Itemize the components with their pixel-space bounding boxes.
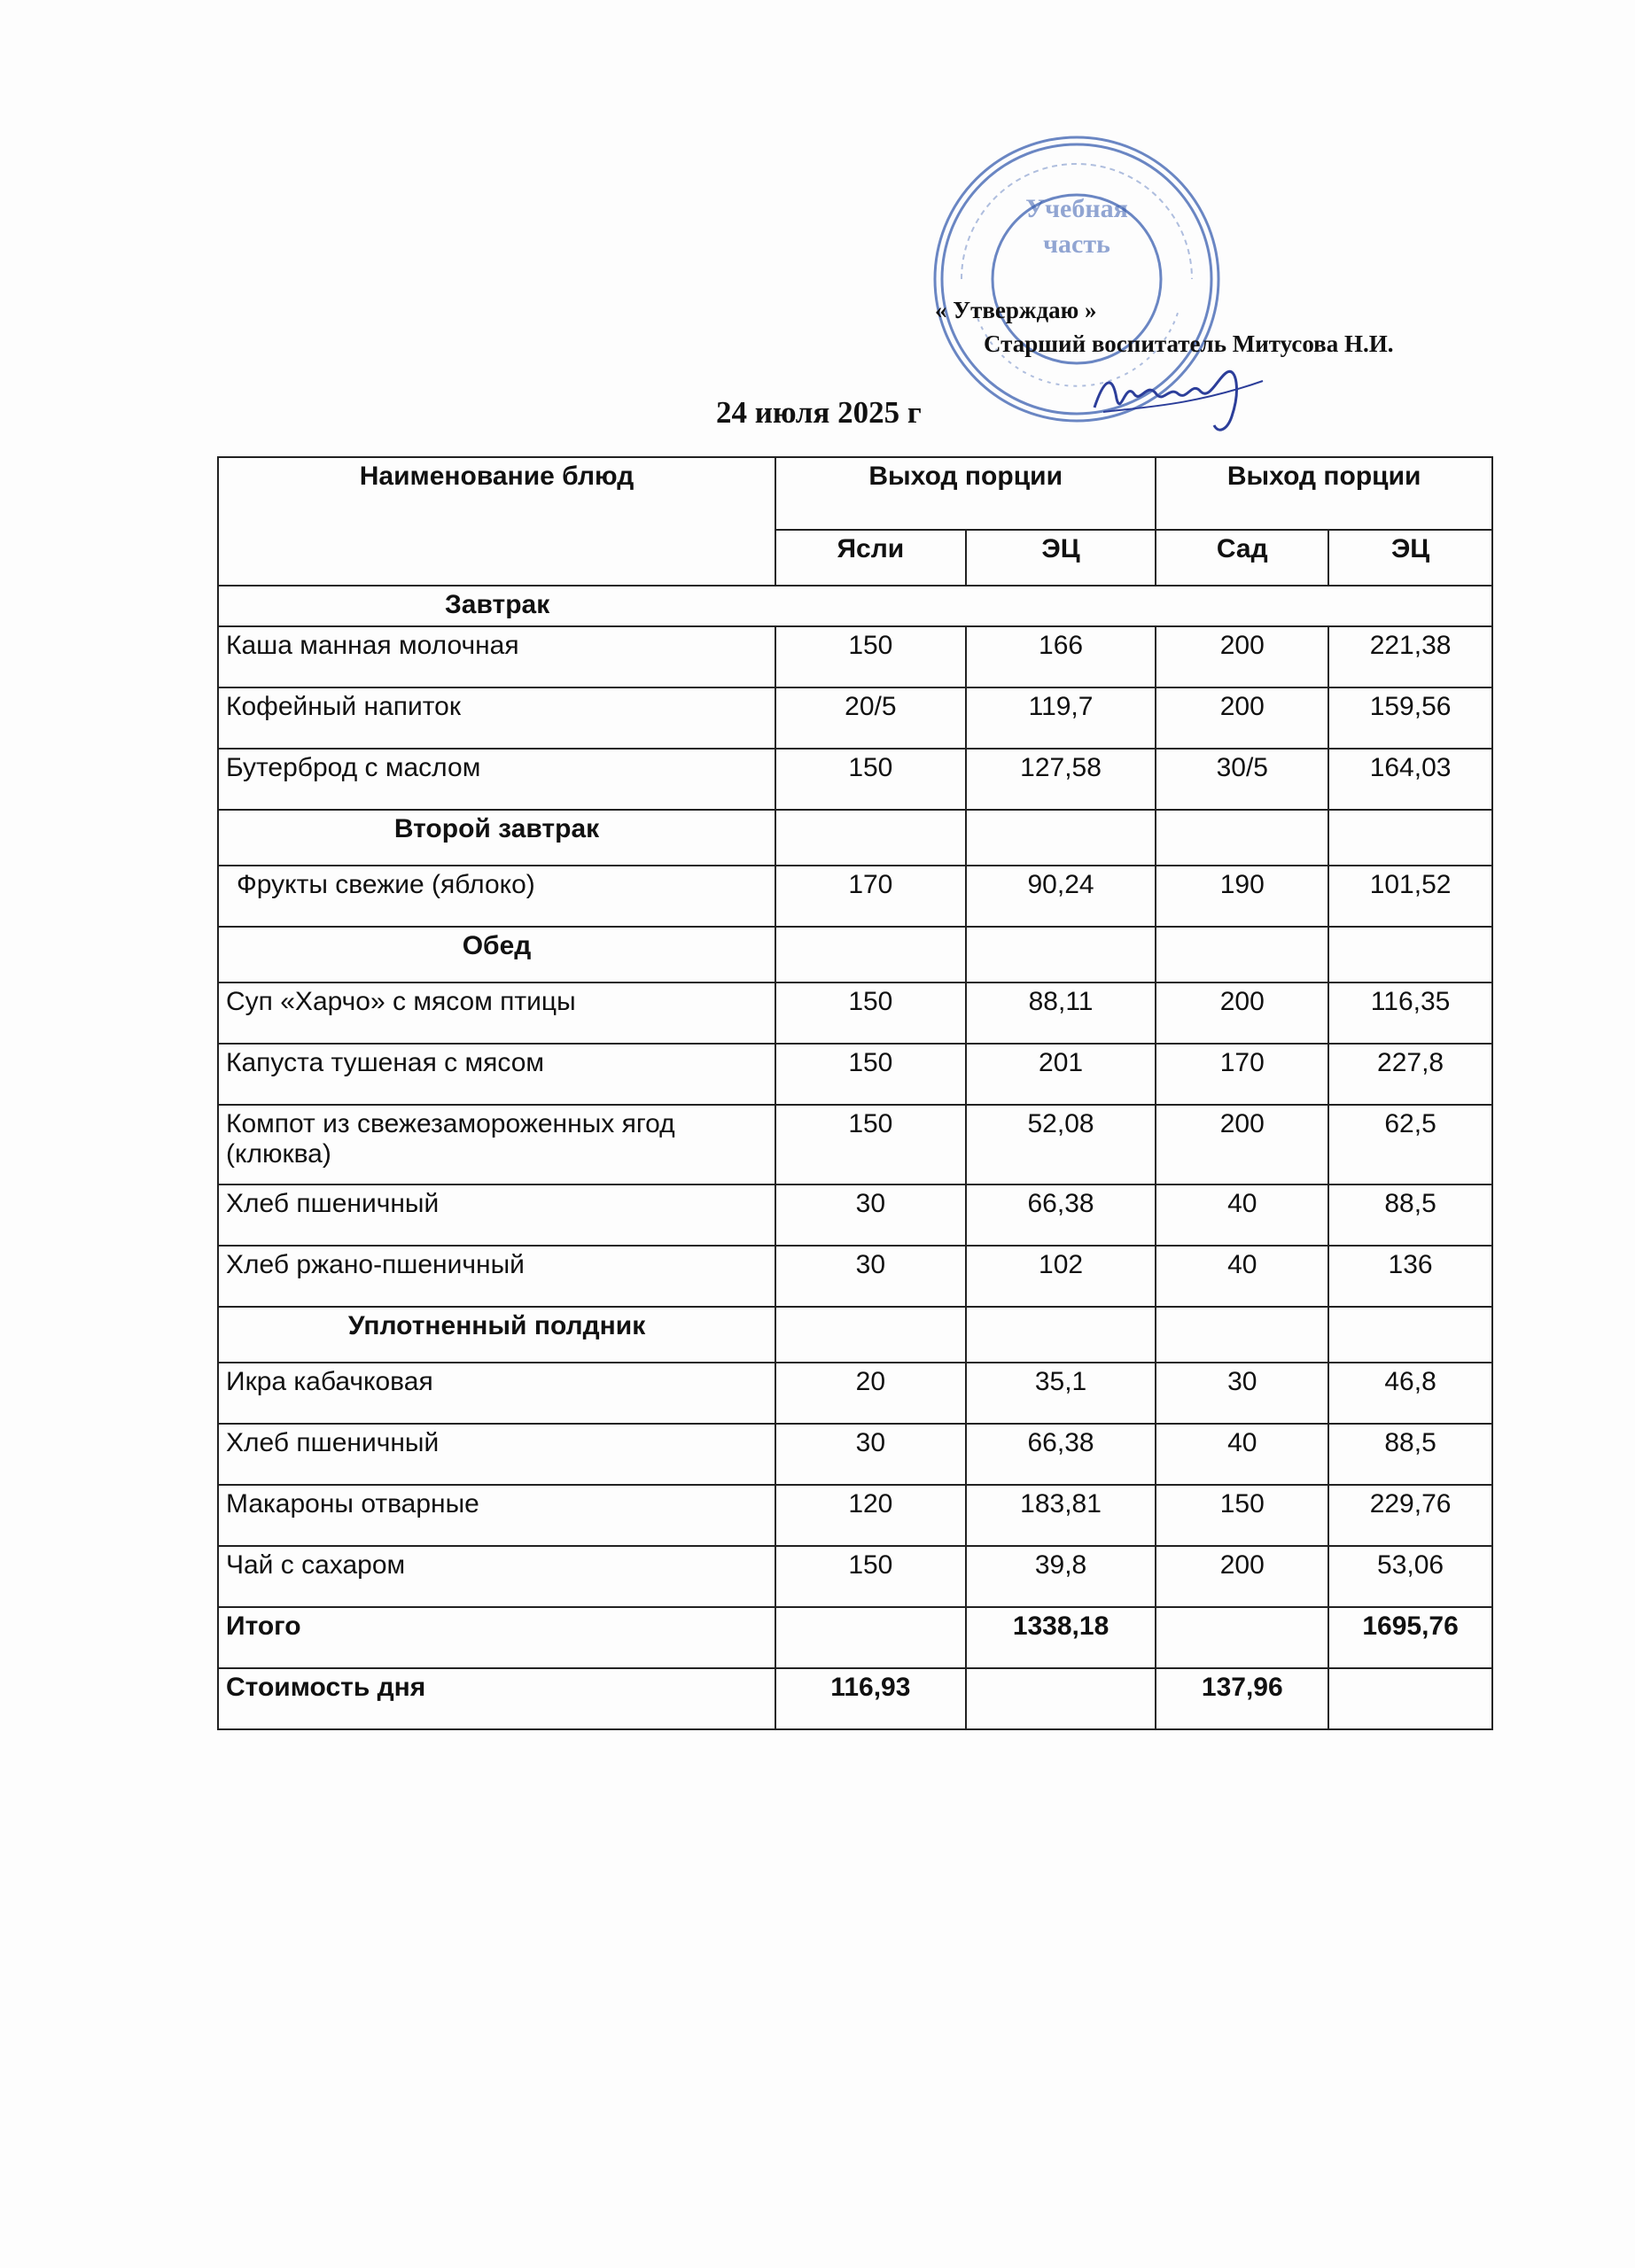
col-header-kindergarten-energy: ЭЦ bbox=[1328, 530, 1492, 586]
cell-value: 200 bbox=[1156, 1105, 1328, 1184]
approver-name: Старший воспитатель Митусова Н.И. bbox=[984, 330, 1394, 357]
section-title: Обед bbox=[218, 927, 775, 983]
cell-value: 40 bbox=[1156, 1424, 1328, 1485]
menu-date: 24 июля 2025 г bbox=[716, 395, 922, 430]
cell-value: 200 bbox=[1156, 626, 1328, 687]
dish-name: Макароны отварные bbox=[218, 1485, 775, 1546]
table-row bbox=[218, 626, 1492, 687]
cell-value: 183,81 bbox=[966, 1485, 1156, 1546]
cell-value: 200 bbox=[1156, 687, 1328, 749]
total-kindergarten-energy: 1695,76 bbox=[1328, 1607, 1492, 1668]
cell-value: 164,03 bbox=[1328, 749, 1492, 810]
total-row bbox=[218, 1607, 1492, 1668]
cell-value: 39,8 bbox=[966, 1546, 1156, 1607]
table-row bbox=[218, 1246, 1492, 1307]
cell-value: 88,5 bbox=[1328, 1424, 1492, 1485]
table-row bbox=[218, 1546, 1492, 1607]
dish-name: Хлеб пшеничный bbox=[218, 1184, 775, 1246]
cell-value: 201 bbox=[966, 1044, 1156, 1105]
approve-label: « Утверждаю » bbox=[935, 297, 1097, 323]
stamp-text-2: часть bbox=[1043, 229, 1110, 259]
table-row bbox=[218, 749, 1492, 810]
dish-name: Хлеб пшеничный bbox=[218, 1424, 775, 1485]
cell-value bbox=[1328, 1668, 1492, 1729]
table-row bbox=[218, 1363, 1492, 1424]
section-row bbox=[218, 927, 1492, 983]
cell-value: 30 bbox=[775, 1184, 966, 1246]
dish-name: Каша манная молочная bbox=[218, 626, 775, 687]
dish-name: Икра кабачковая bbox=[218, 1363, 775, 1424]
cell-value bbox=[775, 1607, 966, 1668]
dish-name: Кофейный напиток bbox=[218, 687, 775, 749]
cell-value: 88,11 bbox=[966, 983, 1156, 1044]
cell-value: 30/5 bbox=[1156, 749, 1328, 810]
cell-value: 150 bbox=[775, 1546, 966, 1607]
cost-kindergarten: 137,96 bbox=[1156, 1668, 1328, 1729]
cell-value: 229,76 bbox=[1328, 1485, 1492, 1546]
total-nursery-energy: 1338,18 bbox=[966, 1607, 1156, 1668]
section-row bbox=[218, 1307, 1492, 1363]
dish-name: Капуста тушеная с мясом bbox=[218, 1044, 775, 1105]
cell-value: 127,58 bbox=[966, 749, 1156, 810]
col-header-nursery-group: Выход порции bbox=[775, 457, 1156, 530]
cell-value: 119,7 bbox=[966, 687, 1156, 749]
cell-value: 88,5 bbox=[1328, 1184, 1492, 1246]
cell-value: 150 bbox=[775, 749, 966, 810]
section-title: Завтрак bbox=[218, 586, 1492, 626]
table-row bbox=[218, 1485, 1492, 1546]
table-row bbox=[218, 1424, 1492, 1485]
cell-value: 150 bbox=[775, 983, 966, 1044]
cell-value: 20 bbox=[775, 1363, 966, 1424]
stamp-text-1: Учебная bbox=[1025, 194, 1128, 223]
menu-table bbox=[217, 456, 1493, 1730]
cell-value: 66,38 bbox=[966, 1184, 1156, 1246]
cell-value: 20/5 bbox=[775, 687, 966, 749]
table-row bbox=[218, 1044, 1492, 1105]
section-row bbox=[218, 810, 1492, 866]
section-title: Второй завтрак bbox=[218, 810, 775, 866]
col-header-nursery: Ясли bbox=[775, 530, 966, 586]
cell-value: 150 bbox=[775, 1105, 966, 1184]
cell-value: 159,56 bbox=[1328, 687, 1492, 749]
cell-value: 190 bbox=[1156, 866, 1328, 927]
cell-value: 200 bbox=[1156, 983, 1328, 1044]
table-row bbox=[218, 983, 1492, 1044]
cell-value: 120 bbox=[775, 1485, 966, 1546]
signature bbox=[1086, 346, 1281, 443]
section-row bbox=[218, 586, 1492, 626]
cost-nursery: 116,93 bbox=[775, 1668, 966, 1729]
cell-value: 40 bbox=[1156, 1184, 1328, 1246]
dish-name: Хлеб ржано-пшеничный bbox=[218, 1246, 775, 1307]
cell-value: 52,08 bbox=[966, 1105, 1156, 1184]
cell-value: 170 bbox=[1156, 1044, 1328, 1105]
table-row bbox=[218, 1105, 1492, 1184]
cell-value: 40 bbox=[1156, 1246, 1328, 1307]
col-header-kindergarten-group: Выход порции bbox=[1156, 457, 1492, 530]
cell-value: 46,8 bbox=[1328, 1363, 1492, 1424]
dish-name: Фрукты свежие (яблоко) bbox=[218, 866, 775, 927]
cell-value: 30 bbox=[775, 1246, 966, 1307]
table-row bbox=[218, 866, 1492, 927]
dish-name: Чай с сахаром bbox=[218, 1546, 775, 1607]
cell-value: 136 bbox=[1328, 1246, 1492, 1307]
cell-value: 200 bbox=[1156, 1546, 1328, 1607]
cell-value: 227,8 bbox=[1328, 1044, 1492, 1105]
cost-label: Стоимость дня bbox=[218, 1668, 775, 1729]
table-header-row bbox=[218, 457, 1492, 530]
cell-value: 150 bbox=[775, 626, 966, 687]
cell-value: 221,38 bbox=[1328, 626, 1492, 687]
cell-value: 102 bbox=[966, 1246, 1156, 1307]
cell-value: 101,52 bbox=[1328, 866, 1492, 927]
cell-value bbox=[966, 1668, 1156, 1729]
cell-value: 170 bbox=[775, 866, 966, 927]
cell-value: 166 bbox=[966, 626, 1156, 687]
dish-name: Бутерброд с маслом bbox=[218, 749, 775, 810]
cell-value: 150 bbox=[775, 1044, 966, 1105]
cell-value: 35,1 bbox=[966, 1363, 1156, 1424]
dish-name: Компот из свежезамороженных ягод (клюква) bbox=[218, 1105, 775, 1184]
cost-row bbox=[218, 1668, 1492, 1729]
cell-value: 66,38 bbox=[966, 1424, 1156, 1485]
cell-value: 116,35 bbox=[1328, 983, 1492, 1044]
section-title: Уплотненный полдник bbox=[218, 1307, 775, 1363]
cell-value: 62,5 bbox=[1328, 1105, 1492, 1184]
col-header-kindergarten: Сад bbox=[1156, 530, 1328, 586]
col-header-dish: Наименование блюд bbox=[218, 457, 775, 586]
table-row bbox=[218, 1184, 1492, 1246]
total-label: Итого bbox=[218, 1607, 775, 1668]
cell-value: 30 bbox=[1156, 1363, 1328, 1424]
cell-value: 150 bbox=[1156, 1485, 1328, 1546]
table-row bbox=[218, 687, 1492, 749]
cell-value: 30 bbox=[775, 1424, 966, 1485]
cell-value bbox=[1156, 1607, 1328, 1668]
col-header-nursery-energy: ЭЦ bbox=[966, 530, 1156, 586]
dish-name: Суп «Харчо» с мясом птицы bbox=[218, 983, 775, 1044]
cell-value: 53,06 bbox=[1328, 1546, 1492, 1607]
cell-value: 90,24 bbox=[966, 866, 1156, 927]
